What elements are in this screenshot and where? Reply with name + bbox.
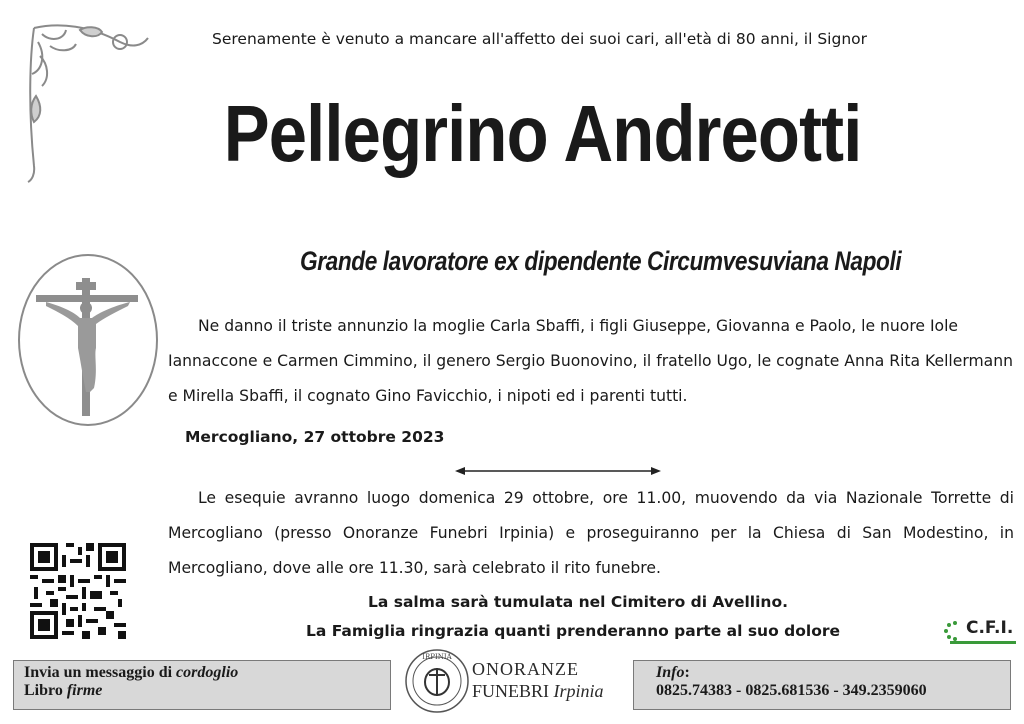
funeral-home-seal-logo: [404, 648, 470, 714]
info-colon: :: [684, 664, 690, 681]
guestbook-label: Libro: [24, 682, 67, 699]
burial-text: La salma sarà tumulata nel Cimitero di Avellino.: [368, 593, 788, 611]
info-heading: [656, 664, 988, 682]
deceased-subtitle: Grande lavoratore ex dipendente Circumvesuviana Napoli: [300, 246, 902, 276]
crucifix-icon: [16, 252, 160, 428]
guestbook-link[interactable]: [24, 682, 380, 700]
cfi-logo-icon: [942, 621, 968, 641]
guestbook-word: firme: [66, 682, 103, 699]
condolence-box[interactable]: [13, 660, 391, 710]
condolence-word: cordoglio: [176, 664, 239, 681]
corner-flourish-ornament: [20, 16, 155, 186]
phone-numbers[interactable]: 0825.74383 - 0825.681536 - 349.2359060: [656, 682, 927, 699]
announcement-text: Ne danno il triste annunzio la moglie Carla Sbaffi, i figli Giuseppe, Giovanna e Paolo, le nuore Iole Iannaccone e Carmen Cimmino, il genero Sergio Buonovino, il fratello Ugo, le cognate Anna Rita Kellermann e Mirella Sbaffi, il cognato Gino Favicchio, i nipoti ed i parenti tutti.: [168, 317, 1013, 405]
funeral-home-line2-prefix: FUNEBRI: [472, 681, 554, 701]
place-date: Mercogliano, 27 ottobre 2023: [185, 428, 445, 446]
thanks-text: La Famiglia ringrazia quanti prenderanno parte al suo dolore: [306, 622, 841, 640]
seal-text: IRPINIA: [422, 653, 452, 661]
funeral-home-line2-word: Irpinia: [553, 681, 604, 701]
funeral-paragraph: [168, 481, 1014, 586]
intro-text: Serenamente è venuto a mancare all'affetto dei suoi cari, all'età di 80 anni, il Signor: [212, 30, 868, 48]
deceased-name: Pellegrino Andreotti: [223, 89, 862, 178]
cfi-logo-underline: [950, 641, 1016, 644]
announcement-paragraph: [168, 309, 1014, 414]
condolence-link[interactable]: [24, 664, 380, 682]
funeral-text: Le esequie avranno luogo domenica 29 ottobre, ore 11.00, muovendo da via Nazionale Torrette di Mercogliano (presso Onoranze Funebri Irpinia) e proseguiranno per la Chiesa di San Modestino, in Mercogliano, dove alle ore 11.30, sarà celebrato il rito funebre.: [168, 489, 1014, 577]
condolence-label: Invia un messaggio di: [24, 664, 177, 681]
funeral-home-line1: ONORANZE: [472, 659, 579, 679]
cfi-logo-text: C.F.I.: [966, 618, 1014, 638]
qr-code[interactable]: [30, 543, 126, 639]
double-arrow-divider: [455, 464, 661, 478]
funeral-home-line2: [472, 680, 604, 702]
info-box: [633, 660, 1011, 710]
info-label: Info: [656, 664, 685, 681]
funeral-home-name: [472, 658, 604, 702]
